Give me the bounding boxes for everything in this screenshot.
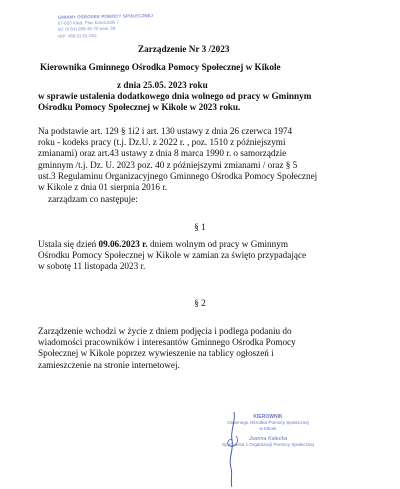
section-2-heading: § 2: [194, 298, 206, 308]
document-subject-line-2: Ośrodku Pomocy Społecznej w Kikole w 2023 roku.: [38, 102, 241, 112]
section-1-line-1-suffix: dniem wolnym od pracy w Gminnym: [147, 239, 288, 249]
signature-line-5: Specjalista z Organizacji Pomocy Społecznej: [222, 442, 314, 447]
section-1-line-1-prefix: Ustala się dzień: [38, 239, 99, 249]
preamble-line: gminnym /t.j. Dz. U. 2023 poz. 40 z późniejszymi zmianami / oraz § 5: [38, 159, 298, 170]
preamble-closing: zarządzam co następuje:: [48, 194, 138, 204]
stamp-line-4: NIP: 466-01-81-552: [58, 32, 97, 39]
section-1-line-1: [38, 239, 372, 250]
preamble-line: zmianami) oraz art.43 ustawy z dnia 8 marca 1990 r. o samorządzie: [38, 148, 287, 159]
section-2-line: wiadomości pracowników i interesantów Gminnego Ośrodka Pomocy: [38, 337, 296, 348]
preamble-paragraph: [38, 126, 372, 193]
section-1-heading: § 1: [194, 222, 206, 232]
document-date: z dnia 25.05. 2023 roku: [117, 80, 208, 90]
preamble-line: w Kikole z dnia 01 sierpnia 2016 r.: [38, 182, 168, 193]
stamp-line-1: GMINNY OŚRODEK POMOCY SPOŁECZNEJ: [57, 13, 154, 20]
preamble-line: ust.3 Regulaminu Organizacyjnego Gminnego Ośrodka Pomocy Społecznej: [38, 170, 318, 181]
signature-stamp: [218, 414, 318, 448]
office-stamp: [57, 13, 154, 39]
document-title: Zarządzenie Nr 3 /2023: [138, 44, 230, 54]
section-1-line-2: Ośrodku Pomocy Społecznej w Kikole w zamian za święto przypadające: [38, 250, 307, 261]
section-1-paragraph: [38, 239, 372, 273]
signature-title: KIEROWNIK: [253, 414, 283, 420]
preamble-line: Na podstawie art. 129 § 1i2 i art. 130 ustawy z dnia 26 czerwca 1974: [38, 126, 293, 136]
document-issuer: Kierownika Gminnego Ośrodka Pomocy Społecznej w Kikole: [40, 62, 281, 72]
section-2-line: Społecznej w Kikole poprzez wywieszenie na tablicy ogłoszeń i: [38, 348, 274, 359]
signature-name: Joanna Kalecka: [248, 436, 288, 442]
section-2-line: Zarządzenie wchodzi w życie z dniem podjęcia i podlega podaniu do: [38, 326, 292, 336]
stamp-line-3: tel. (0-54) 289-46-70 wew. 39: [58, 26, 116, 33]
preamble-line: roku - kodeks pracy (t.j. Dz.U. z 2022 r. , poz. 1510 z późniejszymi: [38, 137, 286, 148]
section-1-line-3: w sobotę 11 listopada 2023 r.: [38, 261, 146, 272]
section-2-paragraph: [38, 326, 372, 371]
section-2-line: zamieszczenie na stronie internetowej.: [38, 359, 180, 370]
stamp-line-2: 87-620 Kikół, Plac Kościuszki 7: [57, 19, 119, 26]
signature-line-3: w Kikole: [259, 426, 277, 431]
signature-line-2: Gminnego Ośrodka Pomocy Społecznej: [227, 420, 309, 425]
document-subject-line-1: w sprawie ustalenia dodatkowego dnia wolnego od pracy w Gminnym: [38, 91, 312, 101]
section-1-date: 09.06.2023 r.: [98, 239, 148, 249]
